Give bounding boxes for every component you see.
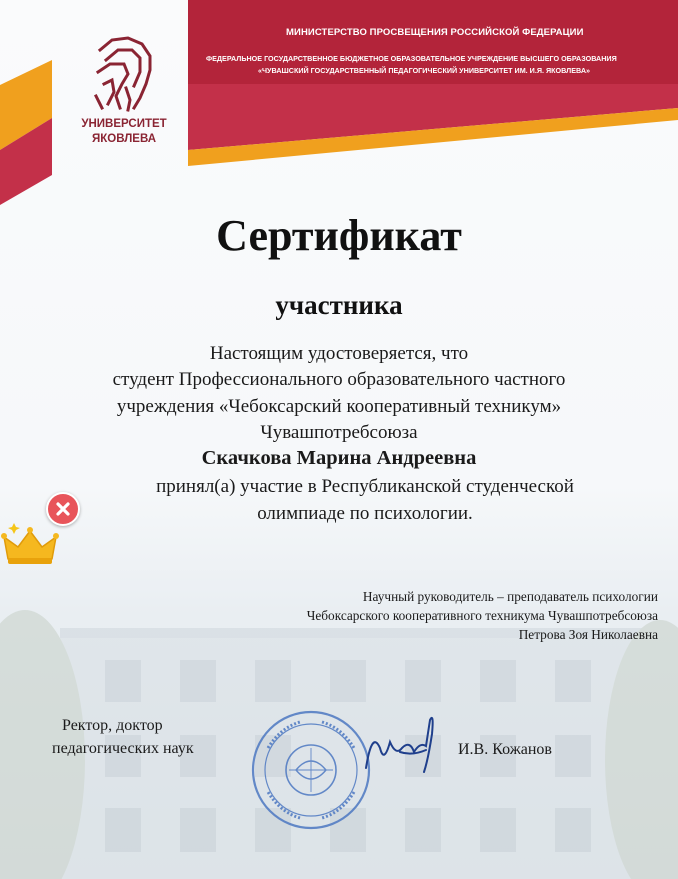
student-name: Скачкова Марина Андреевна [201,447,477,469]
logo-text-line2: ЯКОВЛЕВА [91,133,157,145]
ministry-name: МИНИСТЕРСТВО ПРОСВЕЩЕНИЯ РОССИЙСКОЙ ФЕДЕРАЦИИ [286,27,584,38]
rector-title-line2: педагогических наук [52,740,194,757]
supervisor-line: Чебоксарского кооперативного техникума Чувашпотребсоюза [306,608,658,623]
certificate-title: Сертификат [216,211,462,260]
body-line: студент Профессионального образовательного частного [112,369,566,390]
body-line: Настоящим удостоверяется, что [209,343,469,364]
supervisor-line: Научный руководитель – преподаватель психологии [362,589,658,604]
crown-icon [0,513,64,567]
rector-name: И.В. Кожанов [458,741,552,758]
logo-text-line1: УНИВЕРСИТЕТ [81,118,167,130]
institution-name-line2: «ЧУВАШСКИЙ ГОСУДАРСТВЕННЫЙ ПЕДАГОГИЧЕСКИЙ УНИВЕРСИТЕТ ИМ. И.Я. ЯКОВЛЕВА» [258,66,591,75]
body-line: Чувашпотребсоюза [260,422,418,443]
body-line: олимпиаде по психологии. [257,503,473,524]
certificate-subtitle: участника [275,290,403,320]
rector-title-line1: Ректор, доктор [62,717,163,734]
university-logo-icon [96,38,150,110]
supervisor-name: Петрова Зоя Николаевна [518,627,658,642]
institution-name-line1: ФЕДЕРАЛЬНОЕ ГОСУДАРСТВЕННОЕ БЮДЖЕТНОЕ ОБРАЗОВАТЕЛЬНОЕ УЧРЕЖДЕНИЕ ВЫСШЕГО ОБРАЗОВАНИЯ [206,54,617,63]
university-logo-text [60,117,188,147]
body-line: принял(а) участие в Республиканской студенческой [156,476,574,497]
body-line: учреждения «Чебоксарский кооперативный техникум» [116,396,562,417]
